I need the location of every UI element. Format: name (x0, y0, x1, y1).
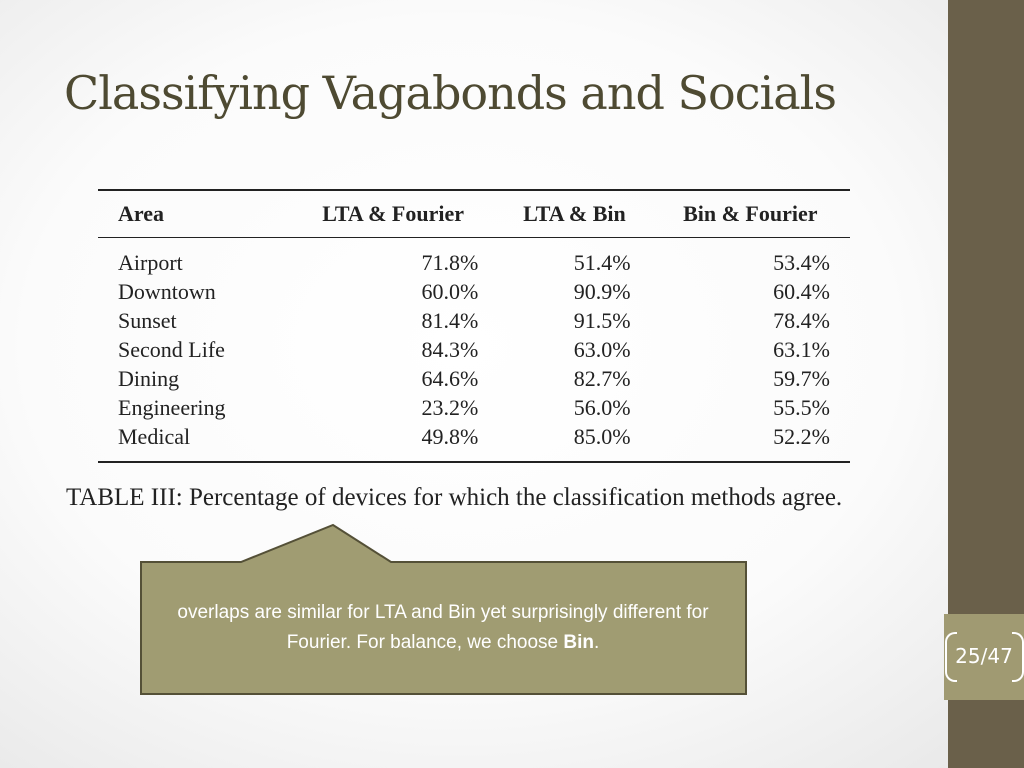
header-lta-bin: LTA & Bin (523, 201, 626, 226)
cell-lta-bin: 91.5% (573, 307, 631, 333)
cell-area: Sunset (118, 307, 177, 333)
cell-bin-fourier: 55.5% (773, 394, 830, 420)
cell-area: Dining (118, 365, 180, 391)
header-area: Area (118, 201, 165, 226)
callout-text-end: . (594, 632, 600, 653)
cell-bin-fourier: 59.7% (773, 365, 830, 391)
header-lta-fourier: LTA & Fourier (322, 201, 465, 226)
slide-title: Classifying Vagabonds and Socials (64, 66, 836, 120)
cell-bin-fourier: 78.4% (773, 307, 830, 333)
cell-lta-fourier: 84.3% (421, 336, 479, 362)
cell-lta-bin: 51.4% (573, 249, 631, 275)
callout-text (152, 598, 734, 658)
caption-label: TABLE III: (66, 484, 183, 511)
cell-lta-fourier: 81.4% (421, 307, 479, 333)
cell-bin-fourier: 52.2% (773, 423, 830, 449)
cell-lta-bin: 90.9% (573, 278, 631, 304)
cell-area: Engineering (118, 394, 226, 420)
cell-bin-fourier: 60.4% (773, 278, 830, 304)
cell-bin-fourier: 53.4% (773, 249, 830, 275)
cell-area: Downtown (118, 278, 216, 304)
cell-lta-fourier: 60.0% (421, 278, 479, 304)
callout-text-main: overlaps are similar for LTA and Bin yet surprisingly different for Fourier. For balance, we choose (177, 602, 709, 653)
header-bin-fourier: Bin & Fourier (683, 201, 818, 226)
cell-area: Second Life (118, 336, 225, 362)
cell-lta-fourier: 64.6% (421, 365, 479, 391)
cell-lta-fourier: 71.8% (421, 249, 479, 275)
cell-area: Airport (118, 249, 183, 275)
cell-lta-bin: 63.0% (573, 336, 631, 362)
cell-area: Medical (118, 423, 191, 449)
cell-bin-fourier: 63.1% (773, 336, 830, 362)
callout-bold-choice: Bin (563, 632, 595, 653)
cell-lta-bin: 82.7% (573, 365, 631, 391)
cell-lta-bin: 56.0% (573, 394, 631, 420)
page-number: 25/47 (955, 644, 1013, 668)
caption-text: Percentage of devices for which the classification methods agree. (188, 484, 843, 511)
cell-lta-bin: 85.0% (573, 423, 631, 449)
cell-lta-fourier: 49.8% (421, 423, 479, 449)
cell-lta-fourier: 23.2% (421, 394, 479, 420)
